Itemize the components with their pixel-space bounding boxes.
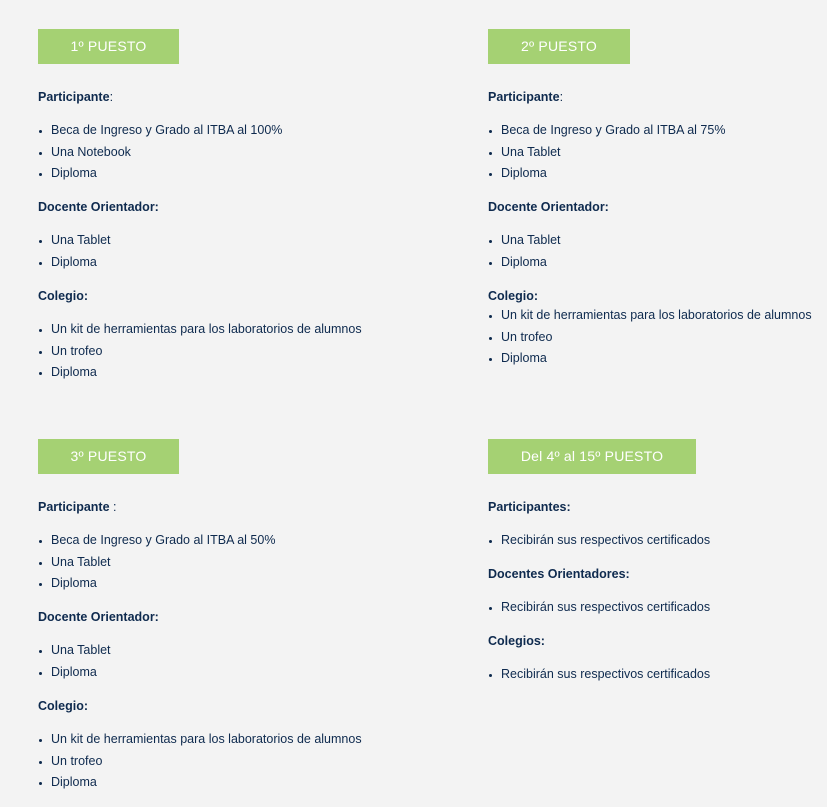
prize-card-3: [38, 439, 418, 790]
list-item: • Una Tablet: [501, 142, 725, 164]
heading-text: Docente Orientador:: [38, 610, 159, 624]
prize-badge: Del 4º al 15º PUESTO: [488, 439, 696, 474]
list-item: • Un kit de herramientas para los laboratorios de alumnos: [51, 319, 362, 341]
list-item: • Diploma: [51, 252, 111, 274]
section-heading-teacher: [488, 200, 609, 214]
heading-text: Colegio:: [38, 289, 88, 303]
heading-text: Docente Orientador:: [38, 200, 159, 214]
heading-text: Participante: [38, 500, 110, 514]
section-heading-participant: [38, 90, 113, 104]
prize-card-1: [38, 29, 418, 380]
heading-text: Participante: [38, 90, 110, 104]
prize-list-participant: [38, 120, 282, 185]
list-item: • Recibirán sus respectivos certificados: [501, 530, 710, 552]
list-item: • Beca de Ingreso y Grado al ITBA al 50%: [51, 530, 275, 552]
list-item: • Diploma: [51, 662, 111, 684]
prize-list-participant: [38, 530, 275, 595]
prize-list-teacher: [38, 230, 111, 273]
prize-list-participants: [488, 530, 710, 552]
prize-card-2: [488, 29, 823, 366]
prize-list-school: [488, 305, 812, 370]
list-item: • Una Tablet: [51, 640, 111, 662]
list-item: • Diploma: [51, 362, 362, 384]
heading-text: Colegio:: [488, 289, 538, 303]
heading-suffix: :: [559, 90, 564, 104]
list-item: • Recibirán sus respectivos certificados: [501, 664, 710, 686]
list-item: • Una Notebook: [51, 142, 282, 164]
list-item: • Un trofeo: [501, 327, 812, 349]
section-heading-participant: [38, 500, 117, 514]
section-heading-teacher: [38, 610, 159, 624]
prize-badge: 1º PUESTO: [38, 29, 179, 64]
heading-text: Colegio:: [38, 699, 88, 713]
heading-text: Participantes:: [488, 500, 571, 514]
section-heading-school: [488, 289, 538, 303]
heading-suffix: :: [109, 500, 117, 514]
prize-list-school: [38, 319, 362, 384]
section-heading-participant: [488, 90, 563, 104]
prize-list-school: [38, 729, 362, 794]
list-item: • Un trofeo: [51, 341, 362, 363]
list-item: • Diploma: [51, 163, 282, 185]
prize-list-teacher: [38, 640, 111, 683]
list-item: • Una Tablet: [501, 230, 561, 252]
list-item: • Un trofeo: [51, 751, 362, 773]
prize-card-4-15: [488, 439, 823, 681]
heading-suffix: :: [109, 90, 114, 104]
section-heading-schools: [488, 634, 545, 648]
list-item: • Una Tablet: [51, 230, 111, 252]
prize-badge: 3º PUESTO: [38, 439, 179, 474]
heading-text: Docente Orientador:: [488, 200, 609, 214]
list-item: • Diploma: [51, 772, 362, 794]
heading-text: Colegios:: [488, 634, 545, 648]
list-item: • Un kit de herramientas para los laboratorios de alumnos: [51, 729, 362, 751]
section-heading-participants: [488, 500, 571, 514]
list-item: • Diploma: [51, 573, 275, 595]
prize-list-schools: [488, 664, 710, 686]
heading-text: Participante: [488, 90, 560, 104]
section-heading-school: [38, 289, 88, 303]
heading-text: Docentes Orientadores:: [488, 567, 630, 581]
prize-list-teachers: [488, 597, 710, 619]
prize-badge: 2º PUESTO: [488, 29, 630, 64]
prize-list-participant: [488, 120, 725, 185]
list-item: • Una Tablet: [51, 552, 275, 574]
list-item: • Un kit de herramientas para los laboratorios de alumnos: [501, 305, 812, 327]
section-heading-teachers: [488, 567, 630, 581]
section-heading-school: [38, 699, 88, 713]
list-item: • Diploma: [501, 252, 561, 274]
list-item: • Diploma: [501, 348, 812, 370]
prize-list-teacher: [488, 230, 561, 273]
list-item: • Recibirán sus respectivos certificados: [501, 597, 710, 619]
list-item: • Diploma: [501, 163, 725, 185]
list-item: • Beca de Ingreso y Grado al ITBA al 100%: [51, 120, 282, 142]
section-heading-teacher: [38, 200, 159, 214]
list-item: • Beca de Ingreso y Grado al ITBA al 75%: [501, 120, 725, 142]
